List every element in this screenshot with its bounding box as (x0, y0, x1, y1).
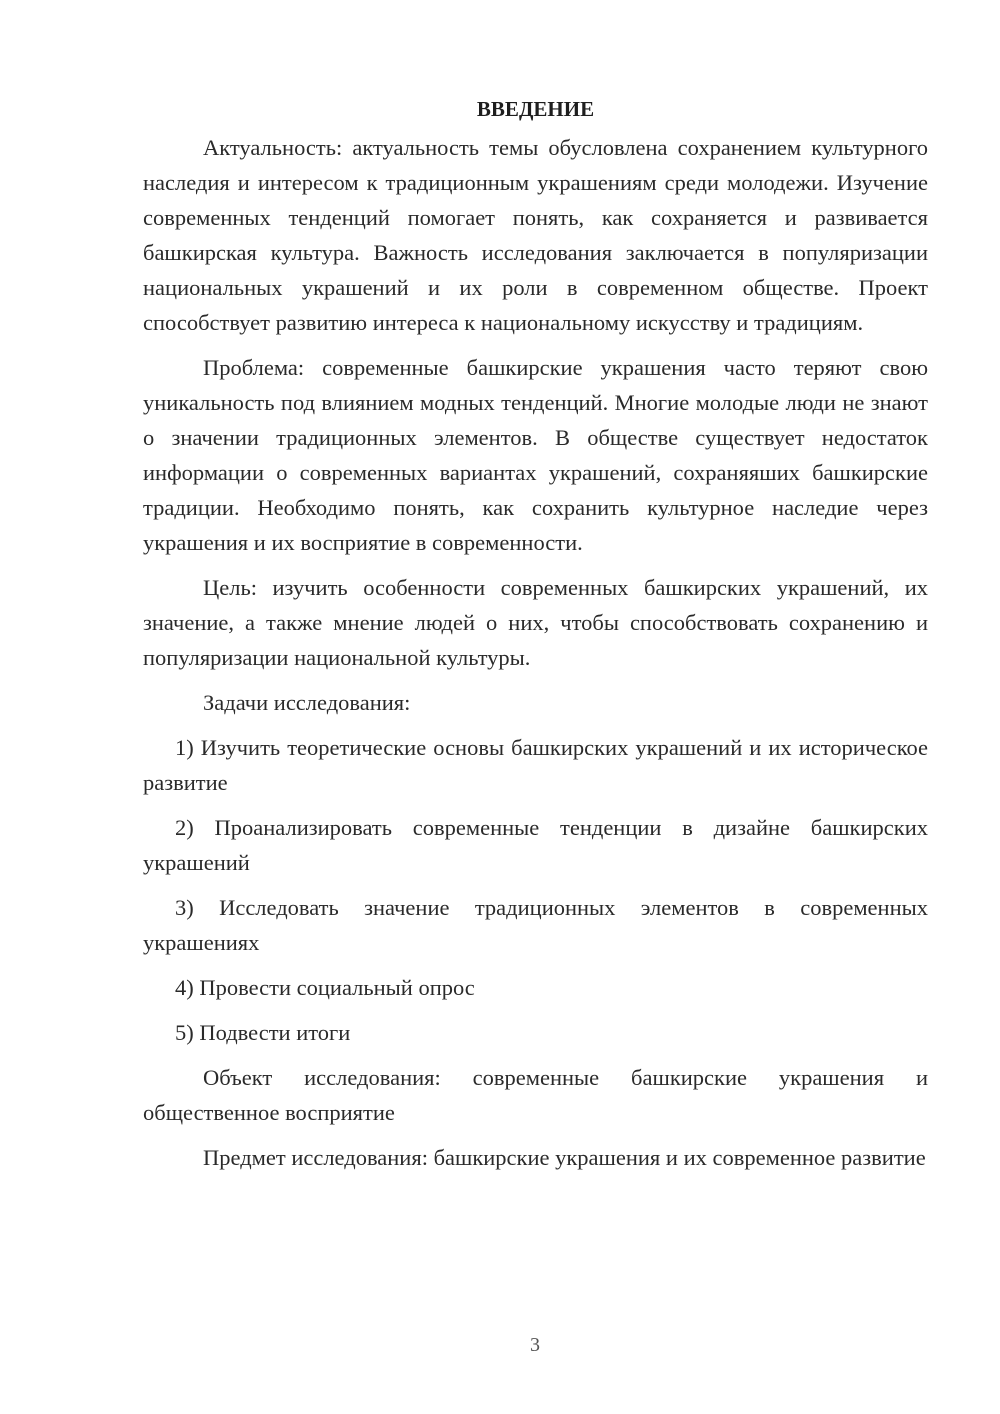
paragraph-relevance: Актуальность: актуальность темы обусловлена сохранением культурного наследия и интересом к традиционным украшениям среди молодежи. Изучение современных тенденций помогает понять, как сохраняется и развивается башкирская культура. Важность исследования заключается в популяризации национальных украшений и их роли в современном обществе. Проект способствует развитию интереса к национальному искусству и традициям. (143, 135, 928, 335)
task-item: 2) Проанализировать современные тенденции в дизайне башкирских украшений (143, 815, 928, 875)
task-item: 3) Исследовать значение традиционных элементов в современных украшениях (143, 895, 928, 955)
section-title: ВВЕДЕНИЕ (476, 97, 595, 121)
task-item: 4) Провести социальный опрос (175, 975, 475, 1000)
paragraph-subject: Предмет исследования: башкирские украшения и их современное развитие (203, 1145, 926, 1170)
page-content (143, 92, 928, 1185)
page-number: 3 (530, 1334, 540, 1356)
paragraph-goal: Цель: изучить особенности современных башкирских украшений, их значение, а также мнение людей о них, чтобы способствовать сохранению и популяризации национальной культуры. (143, 575, 928, 670)
paragraph-problem: Проблема: современные башкирские украшения часто теряют свою уникальность под влиянием модных тенденций. Многие молодые люди не знают о значении традиционных элементов. В обществе существует недостаток информации о современных вариантах украшений, сохраняяших башкирские традиции. Необходимо понять, как сохранить культурное наследие через украшения и их восприятие в современности. (143, 355, 928, 555)
tasks-heading: Задачи исследования: (203, 690, 411, 715)
tasks-list (143, 730, 928, 1050)
task-item: 5) Подвести итоги (175, 1020, 351, 1045)
paragraph-object: Объект исследования: современные башкирские украшения и общественное восприятие (143, 1065, 928, 1125)
task-item: 1) Изучить теоретические основы башкирских украшений и их историческое развитие (143, 735, 928, 795)
